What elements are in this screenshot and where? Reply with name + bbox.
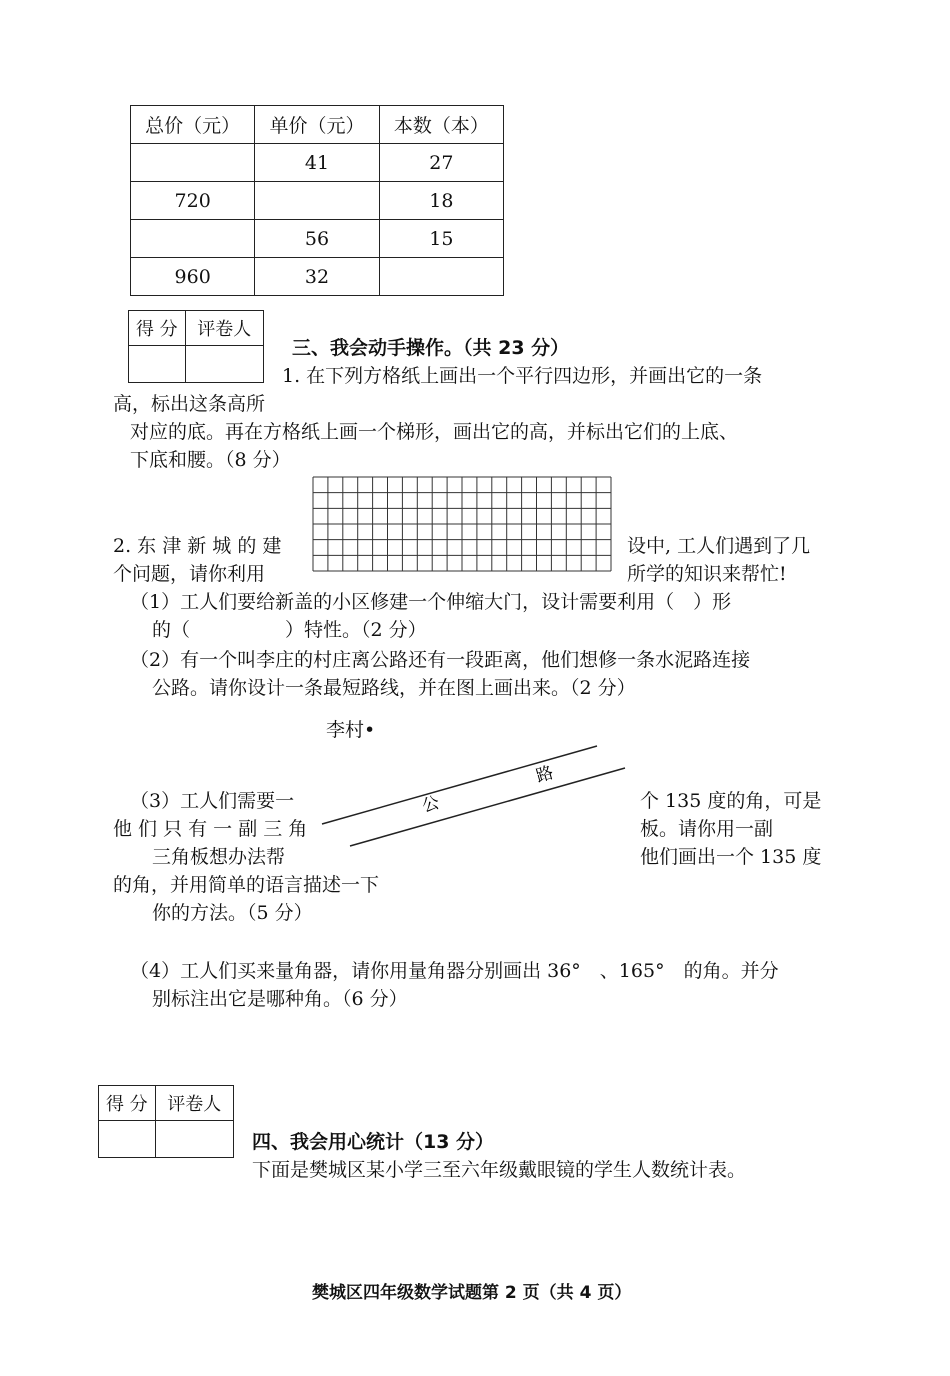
table-cell: 27 <box>379 144 503 182</box>
section4-title: 四、我会用心统计（13 分） <box>252 1131 495 1153</box>
q2-2-text: 公路。请你设计一条最短路线，并在图上画出来。（2 分） <box>152 677 636 699</box>
score-box-section3 <box>128 310 264 383</box>
q2-4-text: 别标注出它是哪种角。（6 分） <box>152 988 408 1010</box>
grader-input-cell[interactable] <box>185 346 263 383</box>
q1-text: 对应的底。再在方格纸上画一个梯形，画出它的高，并标出它们的上底、 <box>130 421 739 443</box>
q2-intro-text: 2. 东 津 新 城 的 建 <box>113 535 282 557</box>
grader-input-cell[interactable] <box>155 1121 233 1158</box>
q2-3-text: 你的方法。（5 分） <box>152 902 313 924</box>
village-label: 李村• <box>326 719 376 741</box>
table-cell[interactable] <box>131 144 255 182</box>
q2-3-text: （3）工人们需要一 <box>130 790 295 812</box>
grader-label: 评卷人 <box>155 1086 233 1121</box>
q2-1-text: 的（ ）特性。（2 分） <box>152 619 427 641</box>
grader-label: 评卷人 <box>185 311 263 346</box>
table-cell[interactable] <box>379 258 503 296</box>
section3-title: 三、我会动手操作。（共 23 分） <box>292 337 570 359</box>
table-row <box>131 182 504 220</box>
grid-paper[interactable] <box>312 476 612 572</box>
road-diagram[interactable] <box>318 740 628 850</box>
score-input-cell[interactable] <box>99 1121 156 1158</box>
table-header-cell: 本数（本） <box>379 106 503 144</box>
table-header-cell: 总价（元） <box>131 106 255 144</box>
q2-3-text: 板。请你用一副 <box>640 818 774 840</box>
table-cell[interactable] <box>131 220 255 258</box>
score-box-section4 <box>98 1085 234 1158</box>
score-label: 得 分 <box>129 311 186 346</box>
q2-3-text: 的角，并用简单的语言描述一下 <box>113 874 380 896</box>
q2-4-text: （4）工人们买来量角器，请你用量角器分别画出 36° 、165° 的角。并分 <box>130 960 779 982</box>
table-cell: 18 <box>379 182 503 220</box>
section4-intro: 下面是樊城区某小学三至六年级戴眼镜的学生人数统计表。 <box>252 1159 747 1181</box>
road-char: 路 <box>533 762 556 787</box>
table-cell[interactable] <box>255 182 379 220</box>
road-char: 公 <box>419 792 442 817</box>
table-row <box>131 144 504 182</box>
q1-text: 下底和腰。（8 分） <box>130 449 291 471</box>
score-label: 得 分 <box>99 1086 156 1121</box>
price-table <box>130 105 504 296</box>
q2-3-text: 个 135 度的角，可是 <box>640 790 822 812</box>
q1-text: 1. 在下列方格纸上画出一个平行四边形，并画出它的一条 <box>282 365 763 387</box>
table-cell: 15 <box>379 220 503 258</box>
q2-3-text: 他们画出一个 135 度 <box>640 846 822 868</box>
table-header-cell: 单价（元） <box>255 106 379 144</box>
table-cell: 56 <box>255 220 379 258</box>
table-cell: 32 <box>255 258 379 296</box>
table-cell: 720 <box>131 182 255 220</box>
table-cell: 960 <box>131 258 255 296</box>
q1-text: 高，标出这条高所 <box>113 393 266 415</box>
page-footer: 樊城区四年级数学试题第 2 页（共 4 页） <box>312 1283 632 1303</box>
q2-1-text: （1）工人们要给新盖的小区修建一个伸缩大门，设计需要利用（ ）形 <box>130 591 732 613</box>
score-input-cell[interactable] <box>129 346 186 383</box>
table-cell: 41 <box>255 144 379 182</box>
q2-intro-text: 个问题，请你利用 <box>113 563 266 585</box>
q2-2-text: （2）有一个叫李庄的村庄离公路还有一段距离，他们想修一条水泥路连接 <box>130 649 751 671</box>
table-row <box>131 258 504 296</box>
q2-intro-text: 设中, 工人们遇到了几 <box>627 535 811 557</box>
q2-3-text: 三角板想办法帮 <box>152 846 286 868</box>
q2-intro-text: 所学的知识来帮忙! <box>627 563 787 585</box>
table-header-row <box>131 106 504 144</box>
q2-3-text: 他 们 只 有 一 副 三 角 <box>113 818 308 840</box>
table-row <box>131 220 504 258</box>
